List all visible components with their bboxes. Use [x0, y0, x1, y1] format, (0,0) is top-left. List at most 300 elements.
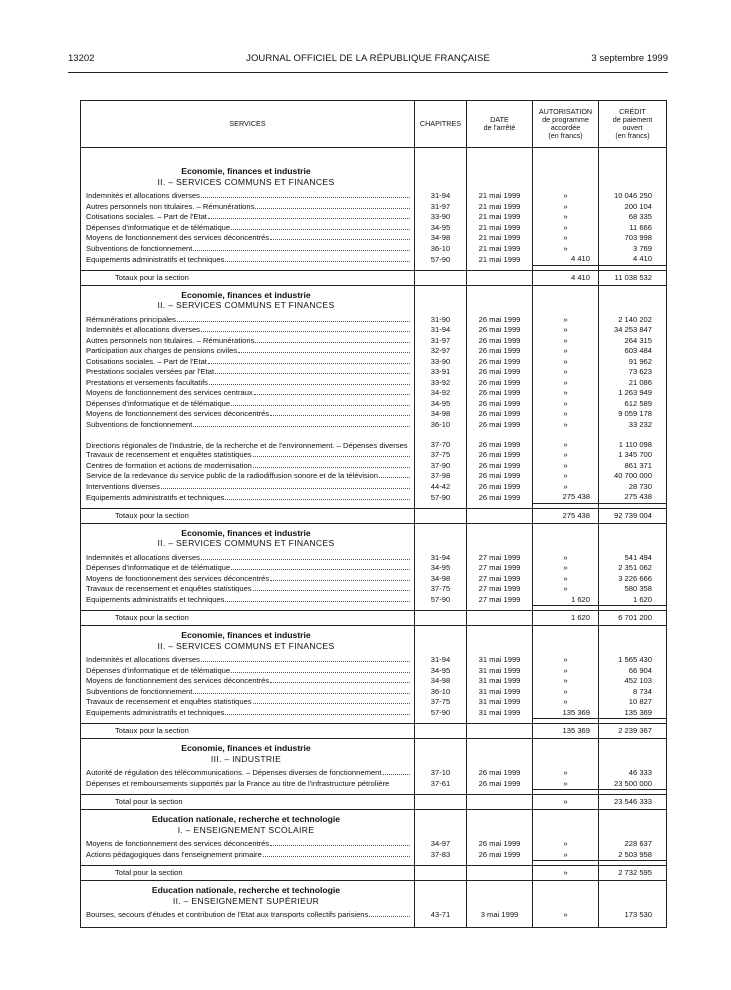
service-label-text: Subventions de fonctionnement	[86, 419, 193, 429]
credits-table	[80, 100, 667, 928]
leader-dots	[253, 450, 410, 457]
chapitre-cell: 37-70	[415, 430, 467, 450]
spacer-row	[81, 148, 667, 158]
chapitre-cell: 32-97	[415, 346, 467, 357]
date-cell: 26 mai 1999	[467, 315, 533, 326]
leader-dots	[270, 839, 410, 846]
credit-cell: 66 904	[599, 666, 667, 677]
leader-dots	[263, 850, 410, 857]
autorisation-cell: »	[533, 367, 599, 378]
service-label-text: Subventions de fonctionnement	[86, 686, 193, 696]
service-label-wrap	[86, 493, 411, 503]
credit-cell: 40 700 000	[599, 471, 667, 482]
chapitre-cell: 33-90	[415, 357, 467, 368]
section-title: Education nationale, recherche et technologie	[81, 814, 415, 825]
section-subtitle-row	[81, 896, 667, 907]
col-header-autorisation: AUTORISATION de programme accordée (en francs)	[533, 101, 599, 148]
service-label-text: Dépenses d'informatique et de télématique	[86, 222, 231, 232]
section-total-row	[81, 866, 667, 881]
chapitre-cell: 34-98	[415, 409, 467, 420]
autorisation-cell: »	[533, 409, 599, 420]
service-label	[81, 336, 415, 347]
service-label-wrap	[86, 708, 411, 718]
service-label-wrap	[86, 191, 411, 201]
service-label-wrap	[86, 595, 411, 605]
autorisation-cell: »	[533, 430, 599, 450]
table-row	[81, 315, 667, 326]
credit-cell: 1 110 098	[599, 430, 667, 450]
header-rule	[68, 72, 668, 73]
leader-dots	[383, 768, 411, 775]
service-label-wrap	[86, 336, 411, 346]
credit-cell: 228 637	[599, 839, 667, 850]
journal-title: JOURNAL OFFICIEL DE LA RÉPUBLIQUE FRANÇAISE	[246, 53, 490, 64]
chapitre-cell: 34-98	[415, 676, 467, 687]
service-label	[81, 388, 415, 399]
service-label-wrap	[86, 409, 411, 419]
credit-cell: 91 962	[599, 357, 667, 368]
total-credit: 11 038 532	[599, 270, 667, 285]
service-label-text: Indemnités et allocations diverses	[86, 191, 200, 201]
autorisation-cell: »	[533, 850, 599, 861]
chapitre-cell: 34-95	[415, 666, 467, 677]
leader-dots	[225, 708, 410, 715]
section-subtitle-row	[81, 825, 667, 836]
service-label	[81, 420, 415, 431]
autorisation-cell: »	[533, 553, 599, 564]
credit-cell: 11 666	[599, 223, 667, 234]
chapitre-cell: 31-90	[415, 315, 467, 326]
service-label-wrap	[86, 839, 411, 849]
col-header-chapitres: CHAPITRES	[415, 101, 467, 148]
service-label-text: Equipements administratifs et techniques	[86, 595, 225, 604]
leader-dots	[253, 584, 410, 591]
chapitre-cell: 34-98	[415, 233, 467, 244]
autorisation-cell: »	[533, 191, 599, 202]
service-label-text: Travaux de recensement et enquêtes statistiques	[86, 697, 252, 707]
service-label	[81, 346, 415, 357]
table-row	[81, 697, 667, 708]
leader-dots	[225, 493, 410, 500]
table-row	[81, 409, 667, 420]
date-cell: 31 mai 1999	[467, 708, 533, 719]
service-label-wrap	[86, 482, 411, 492]
credit-cell: 46 333	[599, 768, 667, 779]
service-label	[81, 254, 415, 265]
service-label-text: Moyens de fonctionnement des services déconcentrés	[86, 676, 270, 686]
table-row	[81, 450, 667, 461]
service-label	[81, 779, 415, 790]
autorisation-cell: »	[533, 779, 599, 790]
service-label-wrap	[86, 584, 411, 594]
leader-dots	[225, 255, 410, 262]
credit-cell: 23 500 000	[599, 779, 667, 790]
date-cell: 26 mai 1999	[467, 346, 533, 357]
credit-cell: 703 998	[599, 233, 667, 244]
total-label: Total pour la section	[81, 795, 415, 810]
section-title-row	[81, 630, 667, 641]
autorisation-cell: »	[533, 223, 599, 234]
date-cell: 26 mai 1999	[467, 399, 533, 410]
service-label-wrap	[86, 910, 411, 920]
total-credit: 92 739 004	[599, 508, 667, 523]
service-label	[81, 687, 415, 698]
chapitre-cell: 36-10	[415, 687, 467, 698]
service-label-wrap	[86, 367, 411, 377]
section-title: Economie, finances et industrie	[81, 290, 415, 301]
credit-cell: 580 358	[599, 584, 667, 595]
chapitre-cell: 37-75	[415, 697, 467, 708]
credit-cell: 173 530	[599, 910, 667, 921]
section-subtitle: I. – ENSEIGNEMENT SCOLAIRE	[81, 825, 415, 836]
service-label	[81, 655, 415, 666]
leader-dots	[225, 595, 410, 602]
section-title: Economie, finances et industrie	[81, 743, 415, 754]
spacer-row	[81, 157, 667, 166]
total-label: Total pour la section	[81, 866, 415, 881]
service-label	[81, 244, 415, 255]
date-cell: 21 mai 1999	[467, 212, 533, 223]
autorisation-cell: 1 620	[533, 595, 599, 606]
service-label-text: Directions régionales de l'industrie, de la recherche et de l'environnement. – Dépenses diverses	[86, 440, 408, 450]
date-cell: 26 mai 1999	[467, 492, 533, 503]
leader-dots	[254, 388, 410, 395]
autorisation-cell: 275 438	[533, 492, 599, 503]
section-subtitle: III. – INDUSTRIE	[81, 754, 415, 765]
chapitre-cell: 36-10	[415, 420, 467, 431]
credit-cell: 3 769	[599, 244, 667, 255]
service-label-wrap	[86, 471, 411, 481]
service-label	[81, 450, 415, 461]
leader-dots	[201, 325, 410, 332]
date-cell: 26 mai 1999	[467, 461, 533, 472]
table-row	[81, 388, 667, 399]
service-label-wrap	[86, 420, 411, 430]
chapitre-cell: 31-94	[415, 191, 467, 202]
service-label-text: Travaux de recensement et enquêtes statistiques	[86, 584, 252, 594]
credit-cell: 1 263 949	[599, 388, 667, 399]
section-subtitle: II. – SERVICES COMMUNS ET FINANCES	[81, 538, 415, 549]
service-label-text: Equipements administratifs et techniques	[86, 254, 225, 264]
autorisation-cell: »	[533, 325, 599, 336]
section-subtitle-row	[81, 300, 667, 311]
date-cell: 27 mai 1999	[467, 595, 533, 606]
service-label-text: Service de la redevance du service public de la radiodiffusion sonore et de la télévision	[86, 471, 378, 481]
leader-dots	[231, 399, 410, 406]
service-label-text: Bourses, secours d'études et contribution de l'Etat aux transports collectifs parisiens	[86, 910, 369, 920]
date-cell: 26 mai 1999	[467, 409, 533, 420]
leader-dots	[369, 910, 410, 917]
service-label	[81, 492, 415, 503]
chapitre-cell: 33-90	[415, 212, 467, 223]
service-label-wrap	[86, 768, 411, 778]
autorisation-cell: »	[533, 336, 599, 347]
autorisation-cell: »	[533, 676, 599, 687]
chapitre-cell: 37-61	[415, 779, 467, 790]
section-total-row	[81, 724, 667, 739]
leader-dots	[270, 409, 410, 416]
autorisation-cell: »	[533, 450, 599, 461]
leader-dots	[255, 202, 410, 209]
service-label-wrap	[86, 315, 411, 325]
autorisation-cell: »	[533, 378, 599, 389]
date-cell: 26 mai 1999	[467, 378, 533, 389]
credit-cell: 275 438	[599, 492, 667, 503]
leader-dots	[231, 666, 410, 673]
service-label	[81, 191, 415, 202]
date-cell: 31 mai 1999	[467, 666, 533, 677]
service-label	[81, 553, 415, 564]
table-row	[81, 687, 667, 698]
autorisation-cell: »	[533, 839, 599, 850]
credit-cell: 10 827	[599, 697, 667, 708]
credit-cell: 1 565 430	[599, 655, 667, 666]
service-label-text: Autres personnels non titulaires. – Rémunérations	[86, 201, 255, 211]
autorisation-cell: »	[533, 346, 599, 357]
service-label-wrap	[86, 850, 411, 860]
total-credit: 23 546 333	[599, 795, 667, 810]
service-label-text: Dépenses d'informatique et de télématique	[86, 563, 231, 573]
autorisation-cell: »	[533, 655, 599, 666]
autorisation-cell: »	[533, 482, 599, 493]
chapitre-cell: 34-95	[415, 223, 467, 234]
chapitre-cell: 31-97	[415, 202, 467, 213]
table-end-row	[81, 921, 667, 928]
table-row	[81, 223, 667, 234]
chapitre-cell: 57-90	[415, 492, 467, 503]
section-subtitle: II. – SERVICES COMMUNS ET FINANCES	[81, 300, 415, 311]
service-label-wrap	[86, 388, 411, 398]
service-label-wrap	[86, 574, 411, 584]
leader-dots	[193, 244, 410, 251]
leader-dots	[215, 367, 410, 374]
table-body	[81, 148, 667, 928]
credit-cell: 2 140 202	[599, 315, 667, 326]
credit-cell: 612 589	[599, 399, 667, 410]
service-label-text: Autres personnels non titulaires. – Rémunérations	[86, 335, 255, 345]
leader-dots	[209, 378, 410, 385]
credit-cell: 34 253 847	[599, 325, 667, 336]
service-label-text: Moyens de fonctionnement des services déconcentrés	[86, 233, 270, 243]
chapitre-cell: 33-92	[415, 378, 467, 389]
total-label: Totaux pour la section	[81, 508, 415, 523]
total-label: Totaux pour la section	[81, 724, 415, 739]
service-label-text: Moyens de fonctionnement des services déconcentrés	[86, 839, 270, 849]
autorisation-cell: »	[533, 244, 599, 255]
service-label	[81, 325, 415, 336]
service-label	[81, 563, 415, 574]
service-label-wrap	[86, 450, 411, 460]
credit-cell: 3 226 666	[599, 574, 667, 585]
leader-dots	[253, 697, 410, 704]
autorisation-cell: »	[533, 399, 599, 410]
section-title-row	[81, 528, 667, 539]
date-cell: 26 mai 1999	[467, 768, 533, 779]
chapitre-cell: 57-90	[415, 595, 467, 606]
service-label-wrap	[86, 378, 411, 388]
service-label	[81, 430, 415, 450]
service-label-wrap	[86, 676, 411, 686]
table-row	[81, 708, 667, 719]
total-credit: 6 701 200	[599, 611, 667, 626]
section-subtitle-row	[81, 177, 667, 188]
table-row	[81, 574, 667, 585]
credit-cell: 1 620	[599, 595, 667, 606]
leader-dots	[201, 553, 410, 560]
service-label-wrap	[86, 244, 411, 254]
table-row	[81, 595, 667, 606]
section-title: Education nationale, recherche et technologie	[81, 885, 415, 896]
leader-dots	[208, 212, 410, 219]
section-title-row	[81, 166, 667, 177]
service-label-wrap	[86, 779, 411, 789]
service-label-text: Autorité de régulation des télécommunications. – Dépenses diverses de fonctionnement	[86, 768, 382, 778]
date-cell: 26 mai 1999	[467, 336, 533, 347]
service-label-text: Indemnités et allocations diverses	[86, 325, 200, 335]
service-label-text: Dépenses d'informatique et de télématique	[86, 665, 231, 675]
chapitre-cell: 31-94	[415, 655, 467, 666]
total-label: Totaux pour la section	[81, 611, 415, 626]
total-autorisation: »	[533, 866, 599, 881]
section-subtitle: II. – ENSEIGNEMENT SUPÉRIEUR	[81, 896, 415, 907]
service-label	[81, 708, 415, 719]
service-label	[81, 378, 415, 389]
chapitre-cell: 34-97	[415, 839, 467, 850]
credit-cell: 28 730	[599, 482, 667, 493]
leader-dots	[161, 482, 410, 489]
total-autorisation: 275 438	[533, 508, 599, 523]
section-title-row	[81, 290, 667, 301]
page-number: 13202	[68, 53, 95, 64]
service-label	[81, 482, 415, 493]
autorisation-cell: »	[533, 357, 599, 368]
chapitre-cell: 37-90	[415, 461, 467, 472]
leader-dots	[208, 357, 410, 364]
section-subtitle-row	[81, 754, 667, 765]
autorisation-cell: »	[533, 687, 599, 698]
chapitre-cell: 31-94	[415, 325, 467, 336]
total-credit: 2 732 595	[599, 866, 667, 881]
table-row	[81, 191, 667, 202]
service-label	[81, 839, 415, 850]
service-label-text: Moyens de fonctionnement des services déconcentrés	[86, 573, 270, 583]
table-row	[81, 676, 667, 687]
autorisation-cell: »	[533, 584, 599, 595]
date-cell: 26 mai 1999	[467, 367, 533, 378]
total-label: Totaux pour la section	[81, 270, 415, 285]
service-label-text: Cotisations sociales. – Part de l'Etat	[86, 212, 207, 222]
service-label	[81, 584, 415, 595]
credit-cell: 1 345 700	[599, 450, 667, 461]
date-cell: 21 mai 1999	[467, 233, 533, 244]
credit-cell: 603 484	[599, 346, 667, 357]
section-title: Economie, finances et industrie	[81, 166, 415, 177]
table-row	[81, 492, 667, 503]
service-label	[81, 768, 415, 779]
service-label-wrap	[86, 202, 411, 212]
autorisation-cell: »	[533, 461, 599, 472]
chapitre-cell: 37-83	[415, 850, 467, 861]
chapitre-cell: 34-98	[415, 574, 467, 585]
credit-cell: 8 734	[599, 687, 667, 698]
credit-cell: 861 371	[599, 461, 667, 472]
service-label	[81, 471, 415, 482]
autorisation-cell: »	[533, 574, 599, 585]
credit-cell: 200 104	[599, 202, 667, 213]
table-header-row	[81, 101, 667, 148]
service-label	[81, 850, 415, 861]
service-label	[81, 676, 415, 687]
section-total-row	[81, 795, 667, 810]
autorisation-cell: 4 410	[533, 254, 599, 265]
total-autorisation: 1 620	[533, 611, 599, 626]
date-cell: 27 mai 1999	[467, 584, 533, 595]
page-header	[68, 53, 668, 67]
chapitre-cell: 34-95	[415, 563, 467, 574]
leader-dots	[379, 471, 410, 478]
col-header-credit: CRÉDIT de paiement ouvert (en francs)	[599, 101, 667, 148]
credit-cell: 68 335	[599, 212, 667, 223]
service-label	[81, 367, 415, 378]
table-row	[81, 584, 667, 595]
service-label-text: Rémunérations principales	[86, 314, 176, 324]
service-label	[81, 202, 415, 213]
date-cell: 27 mai 1999	[467, 553, 533, 564]
table-row	[81, 367, 667, 378]
table-row	[81, 655, 667, 666]
section-subtitle: II. – SERVICES COMMUNS ET FINANCES	[81, 177, 415, 188]
service-label	[81, 595, 415, 606]
table-row	[81, 399, 667, 410]
date-cell: 26 mai 1999	[467, 388, 533, 399]
service-label	[81, 399, 415, 410]
table-row	[81, 202, 667, 213]
table-row	[81, 420, 667, 431]
chapitre-cell: 44-42	[415, 482, 467, 493]
date-cell: 31 mai 1999	[467, 676, 533, 687]
section-title-row	[81, 814, 667, 825]
date-cell: 26 mai 1999	[467, 850, 533, 861]
service-label-wrap	[86, 325, 411, 335]
service-label	[81, 223, 415, 234]
autorisation-cell: »	[533, 212, 599, 223]
table-row	[81, 378, 667, 389]
table-row	[81, 336, 667, 347]
section-total-row	[81, 611, 667, 626]
date-cell: 26 mai 1999	[467, 357, 533, 368]
table-row	[81, 461, 667, 472]
chapitre-cell: 37-75	[415, 450, 467, 461]
service-label-text: Equipements administratifs et techniques	[86, 492, 225, 502]
credit-cell: 541 494	[599, 553, 667, 564]
section-subtitle-row	[81, 538, 667, 549]
date-cell: 31 mai 1999	[467, 697, 533, 708]
table-row	[81, 254, 667, 265]
service-label-wrap	[86, 357, 411, 367]
service-label-text: Prestations et versements facultatifs	[86, 377, 208, 387]
credit-cell: 452 103	[599, 676, 667, 687]
table-row	[81, 768, 667, 779]
credit-cell: 135 369	[599, 708, 667, 719]
date-cell: 21 mai 1999	[467, 254, 533, 265]
table-row	[81, 910, 667, 921]
total-autorisation: 4 410	[533, 270, 599, 285]
service-label-wrap	[86, 655, 411, 665]
issue-date: 3 septembre 1999	[591, 53, 668, 64]
chapitre-cell: 34-95	[415, 399, 467, 410]
service-label-text: Cotisations sociales. – Part de l'Etat	[86, 356, 207, 366]
leader-dots	[193, 420, 410, 427]
